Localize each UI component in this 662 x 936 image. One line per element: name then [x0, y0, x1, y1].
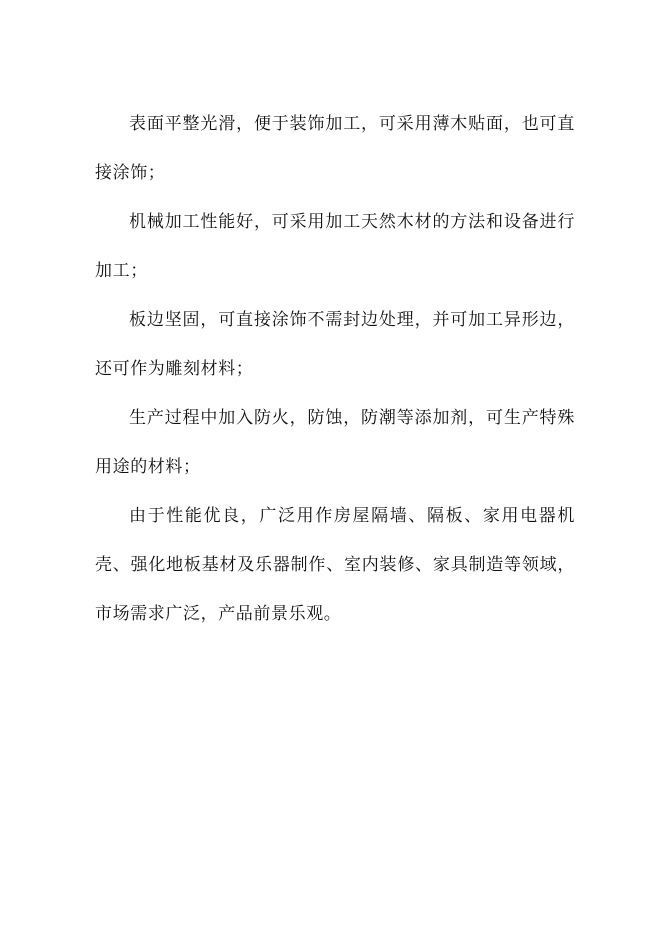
paragraph-surface: 表面平整光滑，便于装饰加工，可采用薄木贴面，也可直接涂饰；: [95, 114, 575, 183]
paragraph-edge: 板边坚固，可直接涂饰不需封边处理，并可加工异形边，还可作为雕刻材料；: [95, 310, 575, 379]
document-body: [95, 100, 575, 639]
paragraph-machining: 机械加工性能好，可采用加工天然木材的方法和设备进行加工；: [95, 212, 575, 281]
paragraph-applications: 由于性能优良，广泛用作房屋隔墙、隔板、家用电器机壳、强化地板基材及乐器制作、室内装修、家具制造等领域，市场需求广泛，产品前景乐观。: [95, 506, 575, 624]
paragraph-additives: 生产过程中加入防火，防蚀，防潮等添加剂，可生产特殊用途的材料；: [95, 408, 575, 477]
